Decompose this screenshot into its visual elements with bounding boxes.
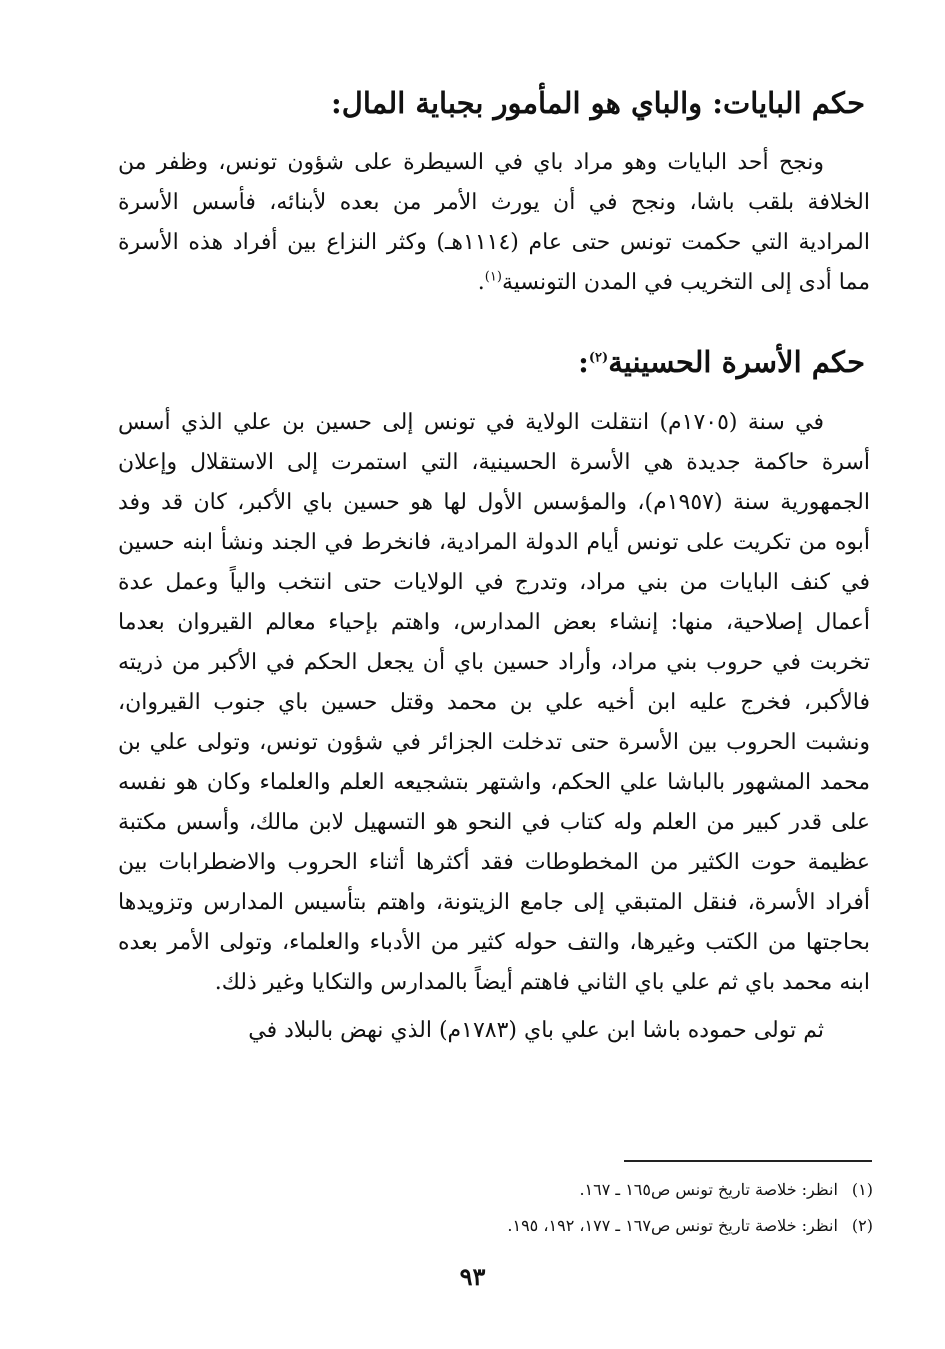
footnote-2 — [507, 1208, 873, 1244]
footnote-2-text: انظر: خلاصة تاريخ تونس ص١٦٧ ـ ١٧٧، ١٩٢، ١٩٥. — [507, 1216, 838, 1235]
footnote-1-text: انظر: خلاصة تاريخ تونس ص١٦٥ ـ ١٦٧. — [579, 1180, 838, 1199]
footnotes — [507, 1172, 873, 1244]
section-heading-husainid — [578, 345, 865, 379]
footnote-1 — [507, 1172, 873, 1208]
section-heading-beys-text: حكم البايات: والباي هو المأمور بجباية المال: — [331, 86, 865, 120]
section-heading-beys — [331, 86, 865, 120]
paragraph-hammuda-pasha: ثم تولى حموده باشا ابن علي باي (١٧٨٣م) الذي نهض بالبلاد في — [248, 1018, 824, 1043]
footnote-2-number: (٢) — [851, 1216, 873, 1235]
section-beys-body — [118, 143, 870, 303]
paragraph-muradid-end: . — [477, 270, 485, 295]
paragraph-muradid-text: ونجح أحد البايات وهو مراد باي في السيطرة على شؤون تونس، وظفر من الخلافة بلقب باشا، ونجح في أن يورث الأمر من بعده لأبنائه، فأسس الأسرة المرادية التي حكمت تونس حتى عام (١١١٤هـ) وكثر النزاع بين أفراد هذه الأسرة مما أدى إلى التخريب في المدن التونسية — [118, 150, 870, 295]
page-number: ٩٣ — [459, 1262, 486, 1291]
section-husainid-body — [118, 403, 870, 1051]
footnote-ref-2: (٢) — [588, 350, 609, 366]
footnote-separator — [624, 1160, 872, 1162]
paragraph-muradid — [118, 143, 870, 303]
section-heading-husainid-end: : — [578, 345, 589, 379]
paragraph-husainid-history: في سنة (١٧٠٥م) انتقلت الولاية في تونس إلى حسين بن علي الذي أسس أسرة حاكمة جديدة هي الأسرة الحسينية، التي استمرت إلى الاستقلال وإعلان الجمهورية سنة (١٩٥٧م)، والمؤسس الأول لها هو حسين باي الأكبر، كان قد وفد أبوه من تكريت على تونس أيام الدولة المرادية، فانخرط في الجند ونشأ ابنه حسين في كنف البايات من بني مراد، وتدرج في الولايات حتى انتخب والياً وعمل عدة أعمال إصلاحية، منها: إنشاء بعض المدارس، واهتم بإحياء معالم القيروان بعدما تخربت في حروب بني مراد، وأراد حسين باي أن يجعل الحكم في الأكبر من ذريته فالأكبر، فخرج عليه ابن أخيه علي بن محمد وقتل حسين باي جنوب القيروان، ونشبت الحروب بين الأسرة حتى تدخلت الجزائر في شؤون تونس، وتولى علي بن محمد المشهور بالباشا علي الحكم، واشتهر بتشجيعه العلم والعلماء وكان هو نفسه على قدر كبير من العلم وله كتاب في النحو هو التسهيل لابن مالك، وأسس مكتبة عظيمة حوت الكثير من المخطوطات فقد أكثرها أثناء الحروب والاضطرابات بين أفراد الأسرة، فنقل المتبقي إلى جامع الزيتونة، واهتم بتأسيس المدارس وتزويدها بحاجتها من الكتب وغيرها، والتف حوله كثير من الأدباء والعلماء، وتولى الأمر بعده ابنه محمد باي ثم علي باي الثاني فاهتم أيضاً بالمدارس والتكايا وغير ذلك. — [118, 410, 871, 995]
section-heading-husainid-text: حكم الأسرة الحسينية — [608, 345, 865, 379]
footnote-1-number: (١) — [851, 1180, 873, 1199]
footnote-ref-1: (١) — [484, 269, 502, 285]
